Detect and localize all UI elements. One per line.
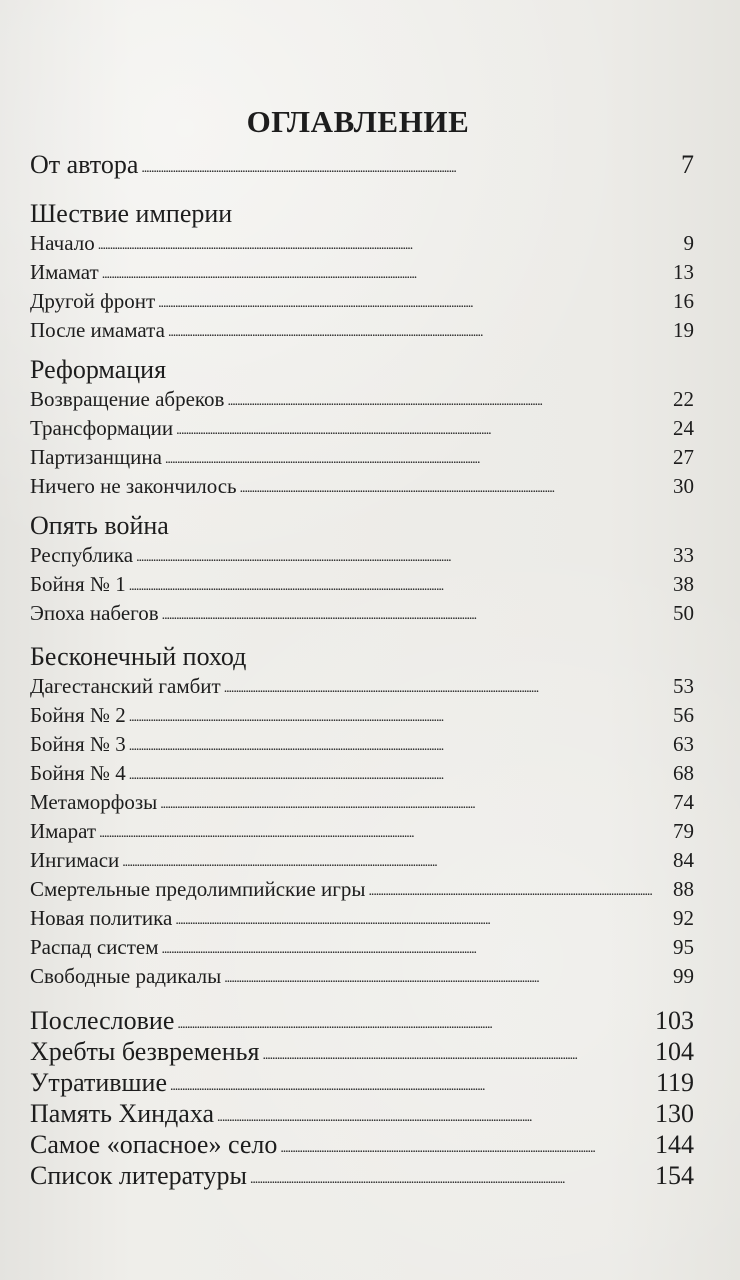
dot-leader <box>224 965 652 986</box>
toc-entry-page: 95 <box>673 935 694 959</box>
toc-entry <box>30 846 694 875</box>
toc-entry-page: 22 <box>673 387 694 411</box>
section-spacer <box>30 991 694 1005</box>
dot-leader <box>280 1131 644 1157</box>
dot-leader <box>102 261 652 282</box>
dot-leader <box>217 1100 644 1126</box>
dot-leader <box>262 1038 644 1064</box>
toc-entry-label: Бойня № 3 <box>30 732 126 756</box>
dot-leader <box>170 1069 644 1095</box>
toc-entry-page: 84 <box>673 848 694 872</box>
toc-entry-page: 104 <box>655 1037 694 1066</box>
toc-entry-label: Другой фронт <box>30 289 156 313</box>
toc-entry-page: 88 <box>673 877 694 901</box>
toc-entry-label: Трансформации <box>30 416 174 440</box>
toc-entry <box>30 287 694 316</box>
dot-leader <box>129 762 652 783</box>
toc-closing-entry <box>30 1160 694 1191</box>
dot-leader <box>129 733 652 754</box>
toc-entry-label: Метаморфозы <box>30 790 158 814</box>
toc-entry <box>30 414 694 443</box>
toc-entry-page: 103 <box>655 1006 694 1035</box>
toc-entry-label: После имамата <box>30 318 165 342</box>
toc-entry-page: 24 <box>673 416 694 440</box>
toc-entry-page: 68 <box>673 761 694 785</box>
toc-entry-label: Послесловие <box>30 1006 175 1035</box>
dot-leader <box>168 319 652 340</box>
section-title: Бесконечный поход <box>30 642 247 671</box>
toc-entry-page: 99 <box>673 964 694 988</box>
toc-entry <box>30 599 694 628</box>
dot-leader <box>160 791 652 812</box>
toc-entry-intro <box>30 149 694 181</box>
dot-leader <box>98 232 652 253</box>
section-spacer <box>30 501 694 511</box>
toc-entry <box>30 817 694 846</box>
toc-entry <box>30 229 694 258</box>
toc-entry-page: 7 <box>681 150 694 179</box>
toc-entry-label: Имамат <box>30 260 99 284</box>
dot-leader <box>240 475 652 496</box>
toc-entry-page: 13 <box>673 260 694 284</box>
toc-entry-page: 38 <box>673 572 694 596</box>
dot-leader <box>175 907 652 928</box>
toc-entry-page: 63 <box>673 732 694 756</box>
toc-entry-label: Смертельные предолимпийские игры <box>30 877 366 901</box>
toc-entry-label: Начало <box>30 231 95 255</box>
section-title: Опять война <box>30 511 169 540</box>
toc-entry-page: 130 <box>655 1099 694 1128</box>
dot-leader <box>369 878 652 899</box>
toc-entry <box>30 788 694 817</box>
dot-leader <box>165 446 652 467</box>
dot-leader <box>227 388 652 409</box>
toc-entry-label: От автора <box>30 150 139 179</box>
toc-entry <box>30 730 694 759</box>
toc-entry-label: Возвращение абреков <box>30 387 225 411</box>
section-spacer <box>30 345 694 355</box>
toc-entry-page: 16 <box>673 289 694 313</box>
toc-entry <box>30 385 694 414</box>
dot-leader <box>162 602 652 623</box>
toc-entry-label: Бойня № 4 <box>30 761 126 785</box>
toc-entry-label: Свободные радикалы <box>30 964 222 988</box>
toc-entry-label: Список литературы <box>30 1161 247 1190</box>
toc-entry-page: 27 <box>673 445 694 469</box>
toc-entry <box>30 759 694 788</box>
toc-entry-page: 53 <box>673 674 694 698</box>
toc-entry-label: Дагестанский гамбит <box>30 674 221 698</box>
toc-entry-page: 154 <box>655 1161 694 1190</box>
toc-closing-entry <box>30 1005 694 1036</box>
toc-entry-page: 119 <box>655 1068 694 1097</box>
section-spacer <box>30 628 694 642</box>
dot-leader <box>141 151 644 177</box>
toc-entry <box>30 443 694 472</box>
toc-entry <box>30 962 694 991</box>
toc-entry-label: Эпоха набегов <box>30 601 159 625</box>
toc-entry-label: Самое «опасное» село <box>30 1130 278 1159</box>
dot-leader <box>99 820 652 841</box>
toc-entry-label: Республика <box>30 543 134 567</box>
toc-entry-page: 9 <box>683 231 694 255</box>
section-title: Шествие империи <box>30 199 233 228</box>
toc-entry <box>30 904 694 933</box>
toc-entry <box>30 472 694 501</box>
toc-entry <box>30 570 694 599</box>
dot-leader <box>158 290 652 311</box>
dot-leader <box>176 417 652 438</box>
toc-entry-page: 19 <box>673 318 694 342</box>
toc-closing-entry <box>30 1067 694 1098</box>
toc-entry-page: 144 <box>655 1130 694 1159</box>
dot-leader <box>161 936 652 957</box>
toc-entry-label: Утратившие <box>30 1068 167 1097</box>
toc-closing-entry <box>30 1129 694 1160</box>
toc-entry <box>30 701 694 730</box>
toc-closing-entry <box>30 1098 694 1129</box>
toc-entry-label: Новая политика <box>30 906 173 930</box>
dot-leader <box>129 573 652 594</box>
dot-leader <box>250 1162 644 1188</box>
toc-entry-page: 33 <box>673 543 694 567</box>
toc-entry-page: 30 <box>673 474 694 498</box>
toc-entry <box>30 672 694 701</box>
toc-entry-page: 74 <box>673 790 694 814</box>
toc-entry-label: Бойня № 1 <box>30 572 126 596</box>
toc-entry-label: Распад систем <box>30 935 159 959</box>
toc-entry-label: Ингимаси <box>30 848 120 872</box>
toc-entry-label: Партизанщина <box>30 445 162 469</box>
section-title: Реформация <box>30 355 167 384</box>
toc-entry-label: Хребты безвременья <box>30 1037 260 1066</box>
toc-entry <box>30 541 694 570</box>
dot-leader <box>122 849 652 870</box>
toc-entry <box>30 933 694 962</box>
toc-closing-entry <box>30 1036 694 1067</box>
toc-entry-page: 50 <box>673 601 694 625</box>
page-title: ОГЛАВЛЕНИЕ <box>246 104 470 139</box>
toc-entry <box>30 316 694 345</box>
toc-entry-page: 92 <box>673 906 694 930</box>
table-of-contents <box>30 103 694 1191</box>
dot-leader <box>224 675 652 696</box>
toc-entry-label: Память Хиндаха <box>30 1099 215 1128</box>
toc-entry-page: 79 <box>673 819 694 843</box>
dot-leader <box>177 1007 644 1033</box>
toc-entry-label: Ничего не закончилось <box>30 474 237 498</box>
toc-entry-label: Имарат <box>30 819 97 843</box>
toc-entry-page: 56 <box>673 703 694 727</box>
dot-leader <box>129 704 652 725</box>
toc-entry <box>30 875 694 904</box>
toc-entry-label: Бойня № 2 <box>30 703 126 727</box>
toc-entry <box>30 258 694 287</box>
dot-leader <box>136 544 652 565</box>
